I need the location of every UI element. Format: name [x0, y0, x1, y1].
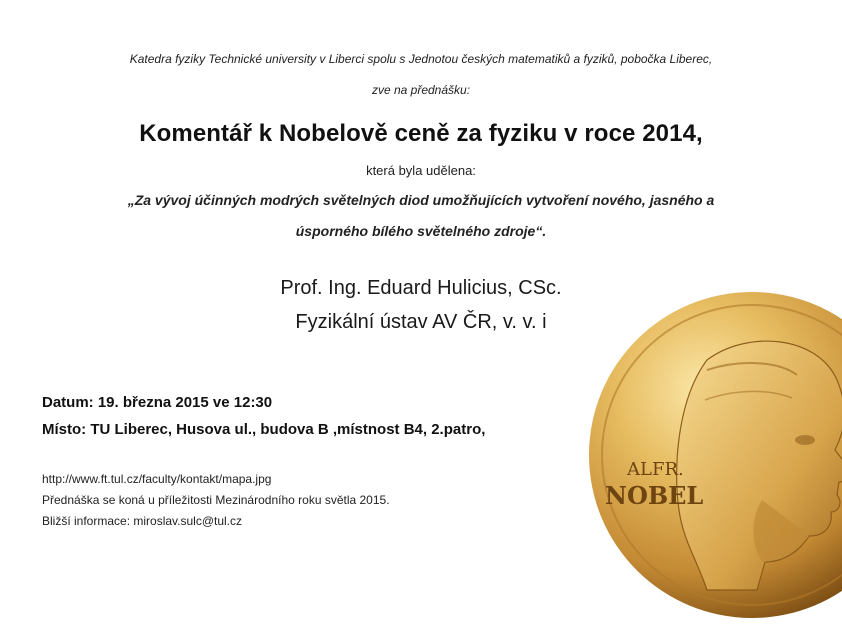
organizer-intro: Katedra fyziky Technické university v Liberci spolu s Jednotou českých matematiků a fyziků, pobočka Liberec, [129, 52, 713, 66]
nobel-medal-icon [587, 290, 842, 620]
speaker-name: Prof. Ing. Eduard Hulicius, CSc. [280, 277, 562, 299]
occasion-note: Přednáška se koná u příležitosti Mezinárodního roku světla 2015. [42, 493, 390, 507]
lecture-title: Komentář k Nobelově ceně za fyziku v roce 2014, [139, 120, 703, 147]
nobel-medal-image [587, 290, 842, 625]
invitation-line: zve na přednášku: [371, 83, 471, 97]
medal-inscription-top: ALFR. [627, 459, 684, 480]
medal-inscription-name: NOBEL [605, 481, 704, 510]
speaker-institution: Fyzikální ústav AV ČR, v. v. i [295, 311, 547, 333]
event-place: Místo: TU Liberec, Husova ul., budova B ,místnost B4, 2.patro, [42, 421, 486, 438]
prize-citation-line-1: „Za vývoj účinných modrých světelných diod umožňujících vytvoření nového, jasného a [127, 192, 715, 208]
map-link[interactable]: http://www.ft.tul.cz/faculty/kontakt/mapa.jpg [42, 472, 272, 486]
event-date: Datum: 19. března 2015 ve 12:30 [42, 394, 273, 411]
prize-citation-line-2: úsporného bílého světelného zdroje“. [295, 223, 547, 239]
contact-info: Bližší informace: miroslav.sulc@tul.cz [42, 514, 243, 528]
awarded-for-label: která byla udělena: [366, 163, 476, 178]
